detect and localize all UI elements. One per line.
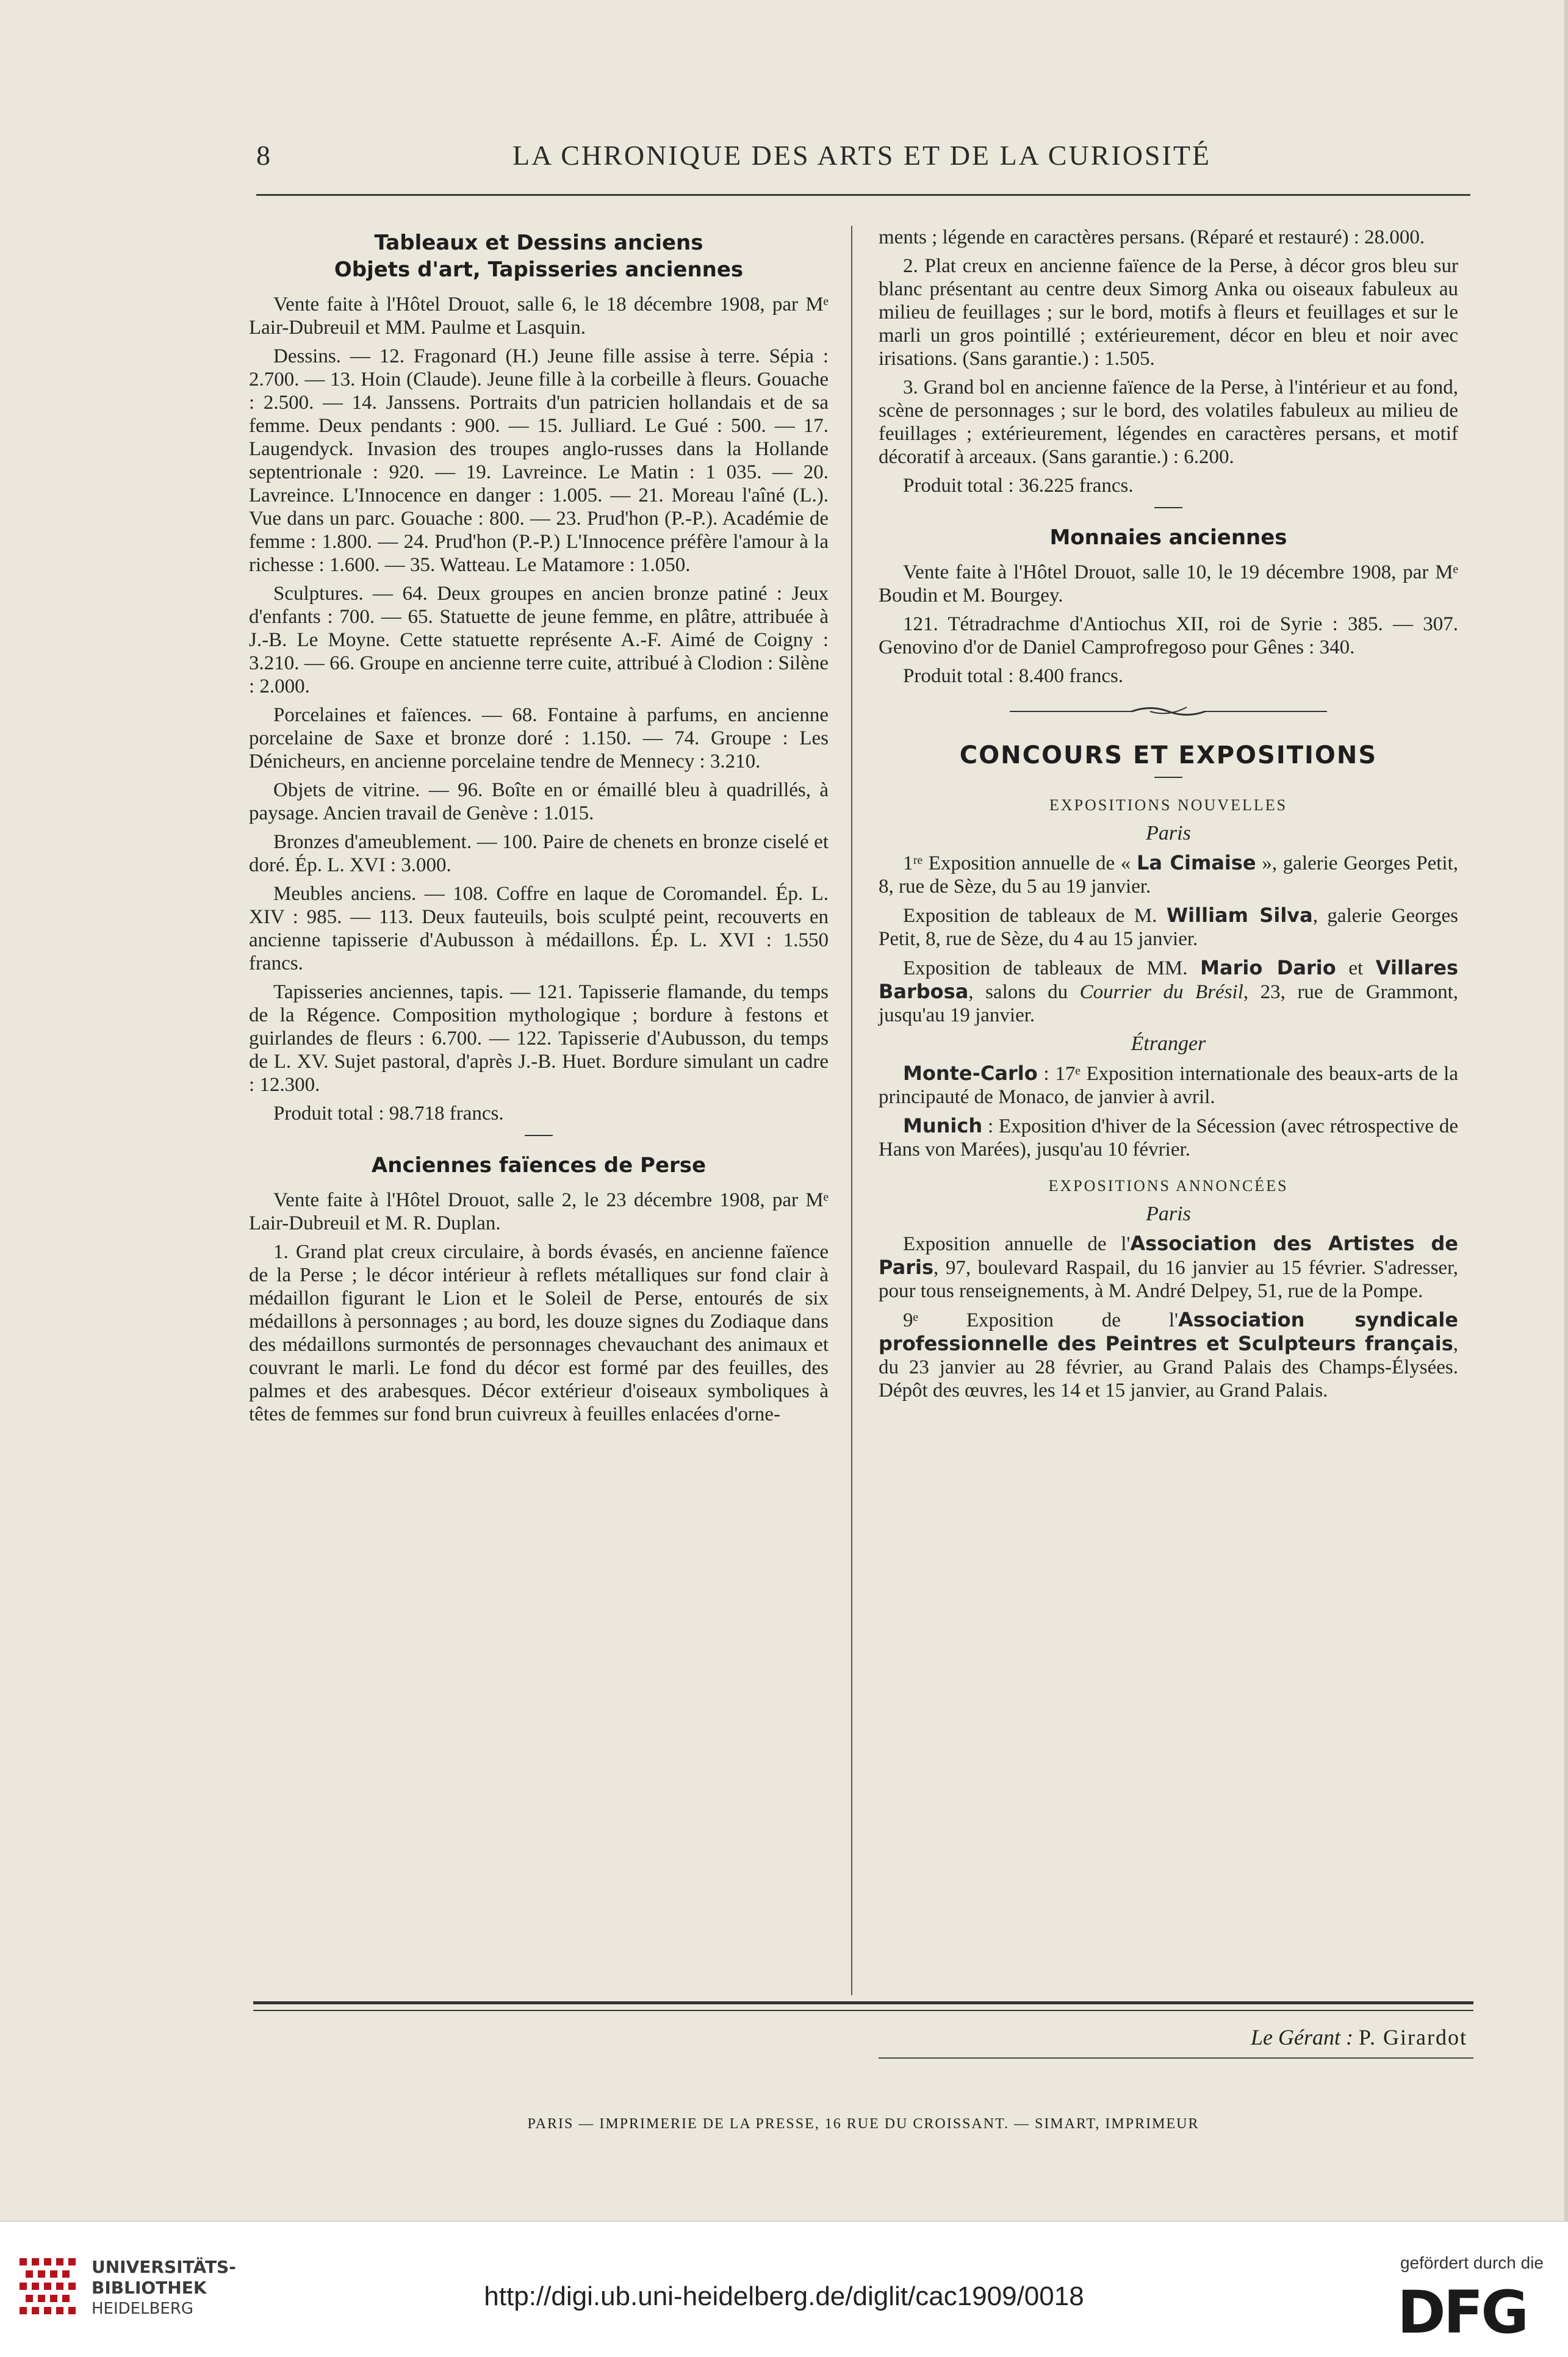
paragraph: Tapisseries anciennes, tapis. — 121. Tapisserie flamande, du temps de la Régence. Composition mythologique ; bordure à festons et guirlandes de fleurs : 6.700. — 122. Tapisserie d'Aubusson, du temps de L. XV. Sujet pastoral, d'après J.-B. Huet. Bordure simulant un cadre : 12.300. (249, 981, 829, 1096)
header-rule (256, 194, 1470, 196)
paragraph-total: Produit total : 98.718 francs. (273, 1103, 504, 1125)
printer-imprint: PARIS — IMPRIMERIE DE LA PRESSE, 16 RUE DU CROISSANT. — SIMART, IMPRIMEUR (527, 2116, 1199, 2132)
right-column (879, 226, 1458, 1408)
separator-dash (525, 1135, 553, 1136)
gerant-signature: Le Gérant : P. Girardot (1251, 2025, 1467, 2049)
footer-rule (253, 2010, 1473, 2011)
exhibition-entry: Exposition annuelle de l'Association des Artistes de Paris, 97, boulevard Raspail, du 16 janvier au 15 février. S'adresser, pour tous renseignements, à M. André Delpey, 51, rue de la Pompe. (879, 1232, 1459, 1302)
dfg-logo-text: DFG (1397, 2283, 1527, 2339)
place-heading: Paris (1146, 822, 1191, 844)
paragraph: Objets de vitrine. — 96. Boîte en or émaillé bleu à quadrillés, à paysage. Ancien travail de Genève : 1.015. (249, 779, 829, 824)
paragraph: 1. Grand plat creux circulaire, à bords évasés, en ancienne faïence de la Perse ; le décor intérieur à reflets métalliques sur fond clair à médaillon figurant le Lion et le Soleil de Perse, entourés de six médaillons à personnages ; au bord, les douze signes du Zodiaque dans des médaillons surmontés de personnages chevauchant des animaux et couvrant le marli. Le fond du décor est formé par des feuilles, des palmes et des arabesques. Décor extérieur d'oiseaux symboliques à têtes de femmes sur fond brun cuivreux à feuilles enlacées d'orne- (249, 1241, 829, 1425)
running-head (256, 139, 1470, 182)
paragraph: ments ; légende en caractères persans. (Réparé et restauré) : 28.000. (879, 226, 1425, 248)
column-separator (851, 226, 852, 1995)
paragraph: Bronzes d'ameublement. — 100. Paire de chenets en bronze ciselé et doré. Ép. L. XVI : 3.000. (249, 831, 829, 876)
subheading-nouvelles: EXPOSITIONS NOUVELLES (1049, 796, 1288, 814)
page-number: 8 (256, 140, 272, 171)
exhibition-entry: Monte-Carlo : 17ᵉ Exposition internationale des beaux-arts de la principauté de Monaco, de janvier à avril. (879, 1062, 1458, 1108)
place-heading: Paris (1146, 1203, 1191, 1225)
paragraph: 3. Grand bol en ancienne faïence de la Perse, à l'intérieur et au fond, scène de personnages ; sur le bord, des volatiles fabuleux au milieu de feuillages ; extérieurement, légendes en caractères persans, et motif décoratif à arceaux. (Sans garantie.) : 6.200. (879, 376, 1458, 468)
funded-by-label: gefördert durch die (1400, 2253, 1544, 2272)
main-section-title: CONCOURS ET EXPOSITIONS (959, 741, 1378, 769)
section-title-tableaux: Tableaux et Dessins anciens Objets d'art, Tapisseries anciennes (334, 231, 744, 282)
separator-dash (1154, 507, 1182, 508)
footer-rule (253, 2001, 1473, 2004)
place-heading: Étranger (1131, 1032, 1206, 1055)
source-url-link[interactable]: http://digi.ub.uni-heidelberg.de/diglit/cac1909/0018 (484, 2281, 1084, 2311)
paragraph: Dessins. — 12. Fragonard (H.) Jeune fille assise à terre. Sépia : 2.700. — 13. Hoin (Claude). Jeune fille à la corbeille à fleurs. Gouache : 2.500. — 14. Janssens. Portraits d'un patricien hollandais et de sa femme. Deux pendants : 900. — 15. Julliard. Le Gué : 500. — 17. Laugendyck. Invasion des troupes anglo-russes dans la Hollande septentrionale : 920. — 19. Lavreince. Le Matin : 1 035. — 20. Lavreince. L'Innocence en danger : 1.005. — 21. Moreau l'aîné (L.). Vue dans un parc. Gouache : 800. — 23. Prud'hon (P.-P.). Académie de femme : 1.800. — 24. Prud'hon (P.-P.) L'Innocence préfère l'amour à la richesse : 1.600. — 35. Watteau. Le Matamore : 1.050. (249, 345, 829, 576)
exhibition-entry: 1ʳᵉ Exposition annuelle de « La Cimaise », galerie Georges Petit, 8, rue de Sèze, du 5 au 19 janvier. (879, 851, 1458, 898)
ornament-divider-icon (1010, 704, 1327, 719)
subheading-annoncees: EXPOSITIONS ANNONCÉES (1048, 1177, 1289, 1195)
paragraph-total: Produit total : 8.400 francs. (903, 665, 1124, 687)
paragraph-total: Produit total : 36.225 francs. (903, 475, 1134, 497)
exhibition-entry: Exposition de tableaux de MM. Mario Dario et Villares Barbosa, salons du Courrier du Brésil, 23, rue de Grammont, jusqu'au 19 janvier. (879, 956, 1459, 1026)
dfg-logo-icon[interactable] (1397, 2283, 1544, 2339)
left-column (249, 226, 829, 1431)
section-title-monnaies: Monnaies anciennes (1049, 525, 1287, 550)
section-title-faiences: Anciennes faïences de Perse (371, 1153, 707, 1178)
exhibition-entry: Munich : Exposition d'hiver de la Sécession (avec rétrospective de Hans von Marées), jusqu'au 10 février. (879, 1114, 1458, 1161)
paragraph: 121. Tétradrachme d'Antiochus XII, roi de Syrie : 385. — 307. Genovino d'or de Daniel Camprofregoso pour Gênes : 340. (879, 613, 1458, 658)
paragraph: Sculptures. — 64. Deux groupes en ancien bronze patiné : Jeux d'enfants : 700. — 65. Statuette de jeune femme, en plâtre, attribuée à J.-B. Le Moyne. Cette statuette représente A.-F. Aimé de Coigny : 3.210. — 66. Groupe en ancienne terre cuite, attribué à Clodion : Silène : 2.000. (249, 583, 829, 697)
ub-heidelberg-wordmark[interactable]: UNIVERSITÄTS- BIBLIOTHEK HEIDELBERG (92, 2257, 236, 2318)
paragraph: Vente faite à l'Hôtel Drouot, salle 10, le 19 décembre 1908, par Mᵉ Boudin et M. Bourgey. (879, 561, 1458, 606)
paragraph: Meubles anciens. — 108. Coffre en laque de Coromandel. Ép. L. XIV : 985. — 113. Deux fauteuils, bois sculpté peint, recouverts en ancienne tapisserie d'Aubusson à médaillons. Ép. L. XVI : 1.550 francs. (249, 883, 829, 974)
ub-heidelberg-logo-icon[interactable] (11, 2250, 84, 2323)
separator-dash (1154, 777, 1182, 778)
paragraph: Vente faite à l'Hôtel Drouot, salle 2, le 23 décembre 1908, par Mᵉ Lair-Dubreuil et M. R. Duplan. (249, 1189, 829, 1234)
paragraph: Porcelaines et faïences. — 68. Fontaine à parfums, en ancienne porcelaine de Saxe et bronze doré : 1.150. — 74. Groupe : Les Dénicheurs, en ancienne porcelaine tendre de Mennecy : 3.210. (249, 704, 829, 772)
paragraph: 2. Plat creux en ancienne faïence de la Perse, à décor gros bleu sur blanc présentant au centre deux Simorg Anka ou oiseaux fabuleux au milieu de feuillages ; sur le bord, motifs à fleurs et feuillages et sur le marli un gros pointillé ; extérieurement, décor en bleu et noir avec irisations. (Sans garantie.) : 1.505. (879, 255, 1458, 370)
digitization-bar (0, 2221, 1568, 2357)
exhibition-entry: 9ᵉ Exposition de l'Association syndicale professionnelle des Peintres et Sculpteurs français, du 23 janvier au 28 février, au Grand Palais des Champs-Élysées. Dépôt des œuvres, les 14 et 15 janvier, au Grand Palais. (879, 1308, 1458, 1402)
gerant-rule (879, 2057, 1473, 2059)
paragraph: Vente faite à l'Hôtel Drouot, salle 6, le 18 décembre 1908, par Mᵉ Lair-Dubreuil et MM. Paulme et Lasquin. (249, 293, 829, 339)
exhibition-entry: Exposition de tableaux de M. William Silva, galerie Georges Petit, 8, rue de Sèze, du 4 au 15 janvier. (879, 904, 1458, 950)
journal-title: LA CHRONIQUE DES ARTS ET DE LA CURIOSITÉ (512, 140, 1212, 171)
